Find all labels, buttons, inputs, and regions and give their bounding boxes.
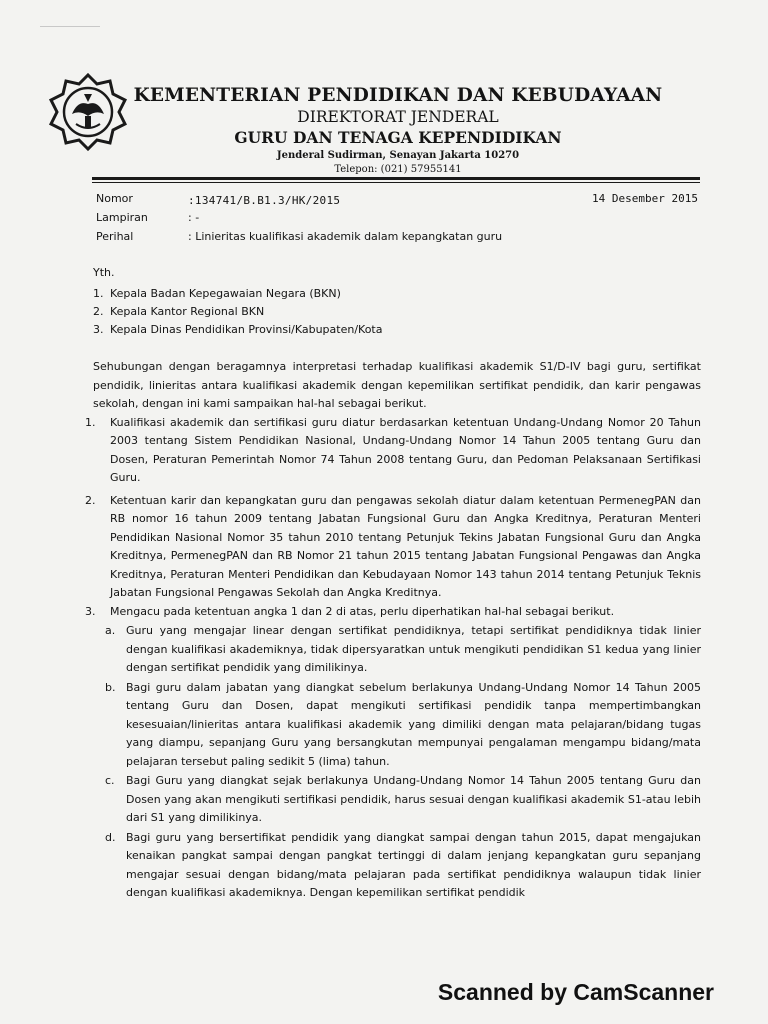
letterhead-rule-thick — [92, 177, 700, 180]
recipient-list — [93, 285, 383, 339]
list-item: 2. Kepala Kantor Regional BKN — [93, 305, 265, 318]
sub-item-a: a. Guru yang mengajar linear dengan sertifikat pendidiknya, tetapi sertifikat pendidiknya tidak linier dengan kualifikasi akademiknya, tidak dipersyaratkan untuk mengikuti pendidikan S1 kedua yang linier dengan sertifikat pendidik yang dimilikinya. — [105, 624, 701, 674]
list-item: 3. Kepala Dinas Pendidikan Provinsi/Kabupaten/Kota — [93, 323, 383, 336]
perihal-label: Perihal — [96, 230, 134, 243]
list-item: 1. Kualifikasi akademik dan sertifikasi guru diatur berdasarkan ketentuan Undang-Undang Nomor 20 Tahun 2003 tentang Sistem Pendidikan Nasional, Undang-Undang Nomor 14 Tahun 2005 tentang Guru dan Dosen, Peraturan Pemerintah Nomor 74 Tahun 2008 tentang Guru, dan Pedoman Pelaksanaan Sertifikasi Guru. — [85, 415, 701, 484]
salutation: Yth. — [93, 266, 115, 279]
nomor-label: Nomor — [96, 192, 133, 205]
directorate-name: GURU DAN TENAGA KEPENDIDIKAN — [234, 128, 562, 147]
letter-body — [85, 358, 701, 903]
office-address: Jenderal Sudirman, Senayan Jakarta 10270 — [276, 150, 520, 161]
lampiran-value: : - — [188, 211, 200, 224]
nomor-value: :134741/B.B1.3/HK/2015 — [188, 194, 341, 207]
camscanner-watermark: Scanned by CamScanner — [437, 979, 714, 1005]
list-item: 2. Ketentuan karir dan kepangkatan guru dan pengawas sekolah diatur dalam ketentuan PermenegPAN dan RB nomor 16 tahun 2009 tentang Jabatan Fungsional Guru dan Angka Kreditnya, Peraturan Menteri Pendidikan Nasional Nomor 35 tahun 2010 tentang Petunjuk Tekins Jabatan Fungsional Guru dan Angka Kreditnya, PermenegPAN dan RB Nomor 21 tahun 2015 tentang Jabatan Fungsional Pengawas dan Angka Kreditnya, Peraturan Menteri Pendidikan dan Kebudayaan Nomor 143 tahun 2014 tentang Petunjuk Teknis Jabatan Fungsional Pengawas Sekolah dan Angka Kreditnya. — [85, 493, 701, 599]
scan-edge-mark — [40, 26, 100, 27]
sub-item-d: d. Bagi guru yang bersertifikat pendidik yang diangkat sampai dengan tahun 2015, dapat mengajukan kenaikan pangkat sampai dengan pangkat tertinggi di dalam jenjang kepangkatan guru sepanjang mengajar sesuai dengan bidang/mata pelajaran pada sertifikat pendidiknya walaupun tidak linier dengan kualifikasi akademiknya. Dengan kepemilikan sertifikat pendidik — [105, 830, 701, 899]
directorate-label: DIREKTORAT JENDERAL — [297, 108, 499, 126]
sub-item-b: b. Bagi guru dalam jabatan yang diangkat sebelum berlakunya Undang-Undang Nomor 14 Tahun 2005 tentang Guru dan Dosen, dapat mengikuti sertifikasi pendidik tanpa mempertimbangkan kesesuaian/linieritas antara kualifikasi akademik yang dimiliki dengan mata pelajaran/bidang tugas yang diampu, sepanjang Guru yang bersangkutan mempunyai pengalaman mengampu bidang/mata pelajaran tersebut paling sedikit 5 (lima) tahun. — [105, 680, 701, 768]
list-item: 1. Kepala Badan Kepegawaian Negara (BKN) — [93, 287, 341, 300]
intro-paragraph: Sehubungan dengan beragamnya interpretasi terhadap kualifikasi akademik S1/D-IV bagi guru, sertifikat pendidik, linieritas antara kualifikasi akademik dengan kepemilikan sertifikat pendidik, dan karir pengawas sekolah, dengan ini kami sampaikan hal-hal sebagai berikut. — [93, 360, 701, 410]
sub-item-c: c. Bagi Guru yang diangkat sejak berlakunya Undang-Undang Nomor 14 Tahun 2005 tentang Guru dan Dosen yang akan mengikuti sertifikasi pendidik, harus sesuai dengan kualifikasi akademik S1-atau lebih dari S1 yang dimilikinya. — [105, 774, 701, 824]
lampiran-label: Lampiran — [96, 211, 148, 224]
office-phone: Telepon: (021) 57955141 — [334, 164, 462, 175]
letterhead-rule-thin — [92, 182, 700, 183]
list-item: 3. Mengacu pada ketentuan angka 1 dan 2 di atas, perlu diperhatikan hal-hal sebagai berikut. — [85, 604, 615, 618]
letterhead — [128, 84, 668, 176]
perihal-value: : Linieritas kualifikasi akademik dalam kepangkatan guru — [188, 230, 503, 243]
letter-date: 14 Desember 2015 — [592, 192, 698, 205]
ministry-name: KEMENTERIAN PENDIDIKAN DAN KEBUDAYAAN — [133, 85, 663, 106]
ministry-logo-icon — [48, 72, 128, 152]
